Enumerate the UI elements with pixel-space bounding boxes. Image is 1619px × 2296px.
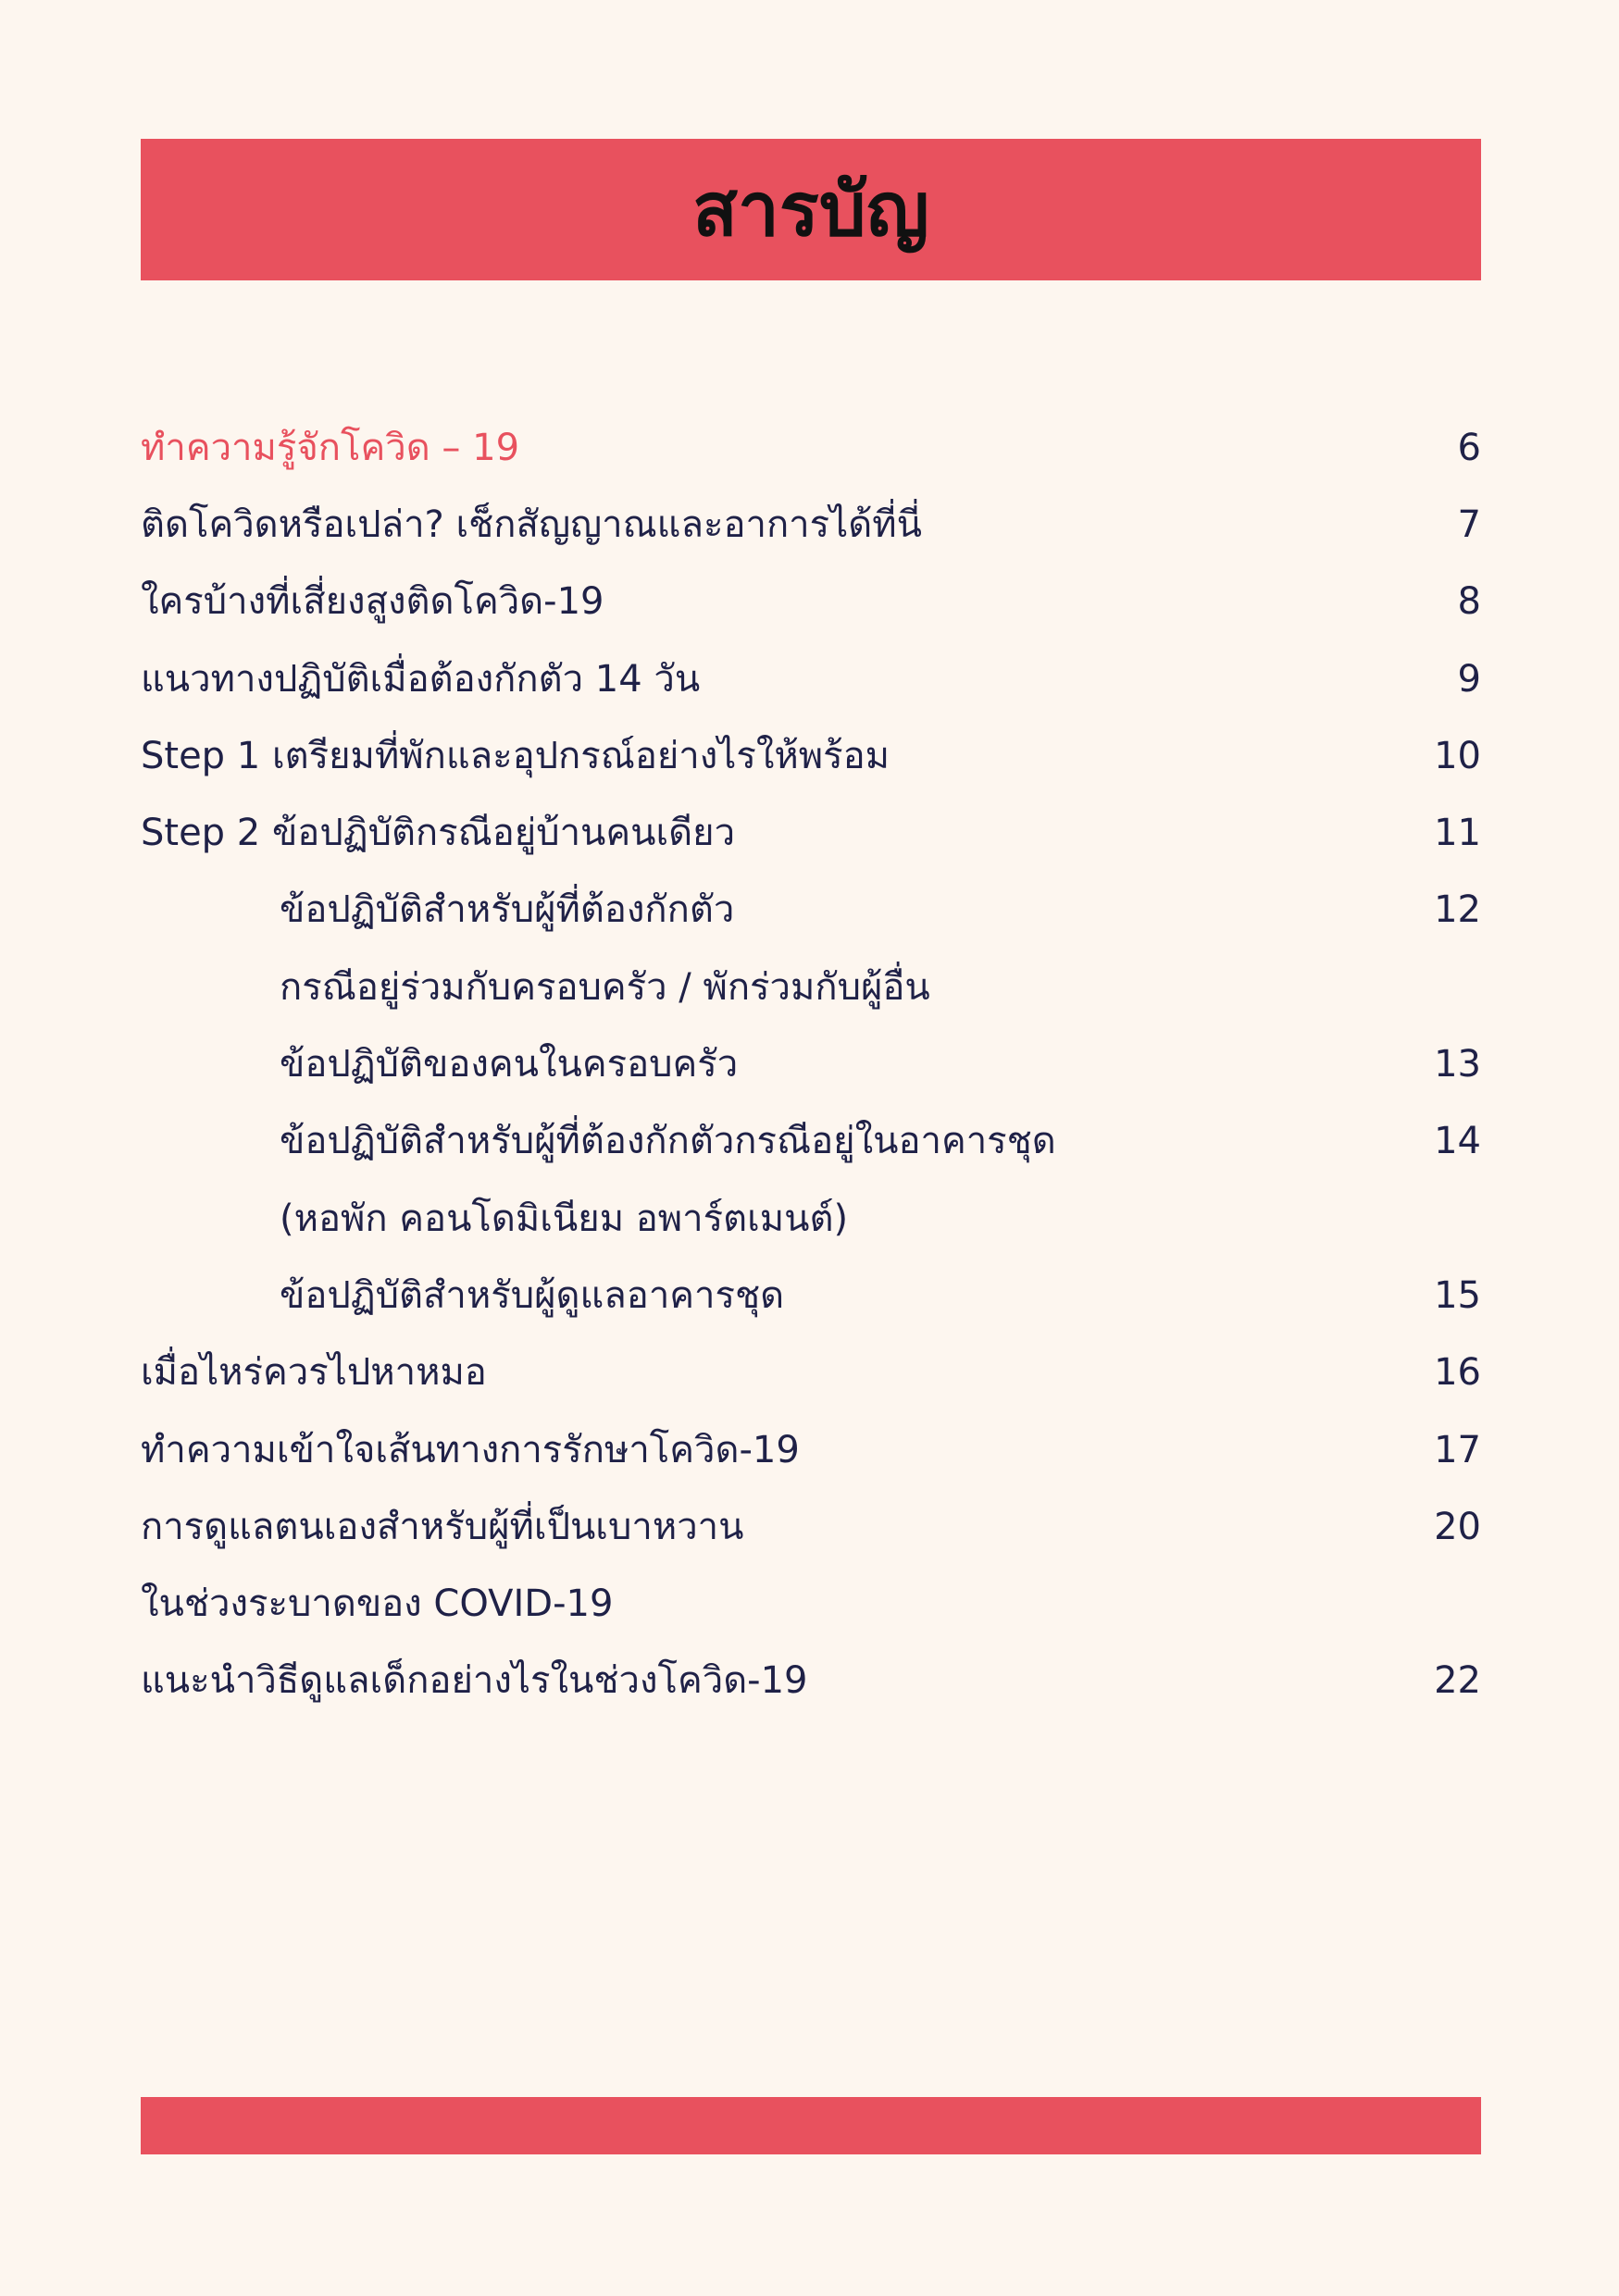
toc-entry-page: 17 bbox=[1434, 1428, 1481, 1471]
toc-entry-label: Step 1 เตรียมที่พักและอุปกรณ์อย่างไรให้พร้อม bbox=[141, 734, 890, 777]
toc-entry-page: 6 bbox=[1457, 426, 1481, 469]
toc-entry-page: 20 bbox=[1434, 1505, 1481, 1548]
toc-entry[interactable] bbox=[141, 1257, 1481, 1334]
toc-entry-label: Step 2 ข้อปฏิบัติกรณีอยู่บ้านคนเดียว bbox=[141, 812, 736, 855]
toc-entry[interactable] bbox=[141, 1643, 1481, 1719]
page-title: สารบัญ bbox=[692, 166, 929, 253]
toc-entry-label: เมื่อไหร่ควรไปหาหมอ bbox=[141, 1351, 487, 1395]
toc-entry[interactable] bbox=[141, 1025, 1481, 1102]
toc-entry-label: แนะนำวิธีดูแลเด็กอย่างไรในช่วงโควิด-19 bbox=[141, 1659, 808, 1703]
toc-entry[interactable] bbox=[141, 717, 1481, 794]
toc-entry-label: การดูแลตนเองสำหรับผู้ที่เป็นเบาหวาน bbox=[141, 1505, 744, 1548]
toc-entry-label: ทำความเข้าใจเส้นทางการรักษาโควิด-19 bbox=[141, 1428, 800, 1471]
toc-entry-page: 16 bbox=[1434, 1351, 1481, 1395]
toc-entry[interactable] bbox=[141, 1488, 1481, 1565]
toc-entry[interactable] bbox=[141, 409, 1481, 486]
toc-entry[interactable] bbox=[141, 1180, 1481, 1257]
toc-entry-label: แนวทางปฏิบัติเมื่อต้องกักตัว 14 วัน bbox=[141, 657, 701, 701]
toc-entry-page: 11 bbox=[1434, 812, 1481, 855]
toc-entry[interactable] bbox=[141, 640, 1481, 717]
toc-entry[interactable] bbox=[141, 486, 1481, 563]
toc-entry-label: ข้อปฏิบัติของคนในครอบครัว bbox=[280, 1043, 739, 1086]
toc-entry-label: ทำความรู้จักโควิด – 19 bbox=[141, 426, 520, 469]
toc-entry[interactable] bbox=[141, 564, 1481, 640]
table-of-contents bbox=[141, 409, 1481, 1719]
toc-entry[interactable] bbox=[141, 1565, 1481, 1642]
toc-entry-page: 7 bbox=[1457, 503, 1481, 546]
toc-entry[interactable] bbox=[141, 1334, 1481, 1411]
toc-entry-page: 13 bbox=[1434, 1043, 1481, 1086]
toc-entry-page: 15 bbox=[1434, 1273, 1481, 1317]
toc-entry-label: ใครบ้างที่เสี่ยงสูงติดโควิด-19 bbox=[141, 580, 604, 624]
toc-entry[interactable] bbox=[141, 794, 1481, 871]
toc-entry-label: ข้อปฏิบัติสำหรับผู้ที่ต้องกักตัวกรณีอยู่ในอาคารชุด bbox=[280, 1120, 1056, 1163]
toc-entry-label: ข้อปฏิบัติสำหรับผู้ดูแลอาคารชุด bbox=[280, 1273, 785, 1317]
toc-entry-label: ในช่วงระบาดของ COVID-19 bbox=[141, 1582, 614, 1626]
toc-entry-label: ข้อปฏิบัติสำหรับผู้ที่ต้องกักตัว bbox=[280, 888, 735, 932]
toc-entry-page: 10 bbox=[1434, 734, 1481, 777]
title-banner bbox=[141, 139, 1481, 280]
footer-banner bbox=[141, 2097, 1481, 2154]
toc-entry-page: 22 bbox=[1434, 1659, 1481, 1703]
toc-entry-page: 12 bbox=[1434, 888, 1481, 932]
toc-entry[interactable] bbox=[141, 1411, 1481, 1488]
toc-entry[interactable] bbox=[141, 1103, 1481, 1180]
toc-entry-page: 14 bbox=[1434, 1120, 1481, 1163]
toc-entry-label: กรณีอยู่ร่วมกับครอบครัว / พักร่วมกับผู้อื่น bbox=[280, 965, 930, 1009]
toc-entry[interactable] bbox=[141, 949, 1481, 1025]
toc-entry-page: 8 bbox=[1457, 580, 1481, 624]
toc-entry-page: 9 bbox=[1457, 657, 1481, 701]
toc-entry[interactable] bbox=[141, 872, 1481, 949]
toc-entry-label: ติดโควิดหรือเปล่า? เช็กสัญญาณและอาการได้ที่นี่ bbox=[141, 503, 922, 546]
toc-entry-label: (หอพัก คอนโดมิเนียม อพาร์ตเมนต์) bbox=[280, 1197, 849, 1240]
